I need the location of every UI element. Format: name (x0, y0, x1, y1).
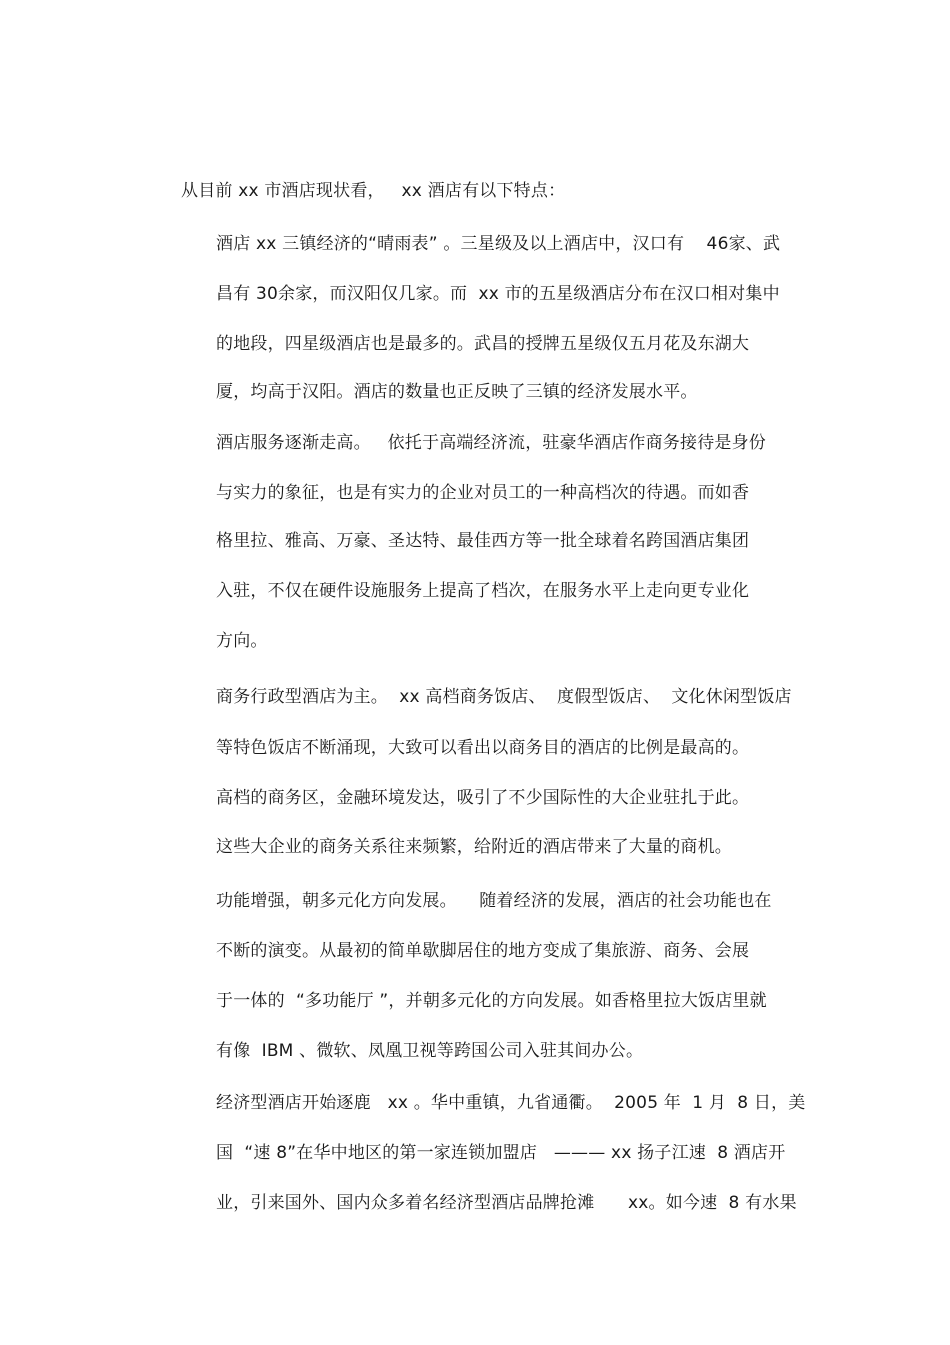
paragraph-3-line-4: 这些大企业的商务关系往来频繁，给附近的酒店带来了大量的商机。 (216, 837, 732, 857)
paragraph-4-line-1: 功能增强，朝多元化方向发展。 随着经济的发展，酒店的社会功能也在 (216, 891, 772, 911)
paragraph-5-line-3: 业，引来国外、国内众多着名经济型酒店品牌抢滩 xx。如今速 8 有水果 (216, 1193, 797, 1213)
paragraph-4-line-3: 于一体的 “多功能厅 ”，并朝多元化的方向发展。如香格里拉大饭店里就 (216, 991, 767, 1011)
paragraph-3-line-2: 等特色饭店不断涌现，大致可以看出以商务目的酒店的比例是最高的。 (216, 738, 750, 758)
paragraph-5-line-2: 国 “速 8”在华中地区的第一家连锁加盟店 ——— xx 扬子江速 8 酒店开 (216, 1143, 786, 1163)
paragraph-4-line-4: 有像 IBM 、微软、凤凰卫视等跨国公司入驻其间办公。 (216, 1041, 644, 1061)
paragraph-2-line-1: 酒店服务逐渐走高。 依托于高端经济流，驻豪华酒店作商务接待是身份 (216, 433, 767, 453)
paragraph-2-line-4: 入驻，不仅在硬件设施服务上提高了档次，在服务水平上走向更专业化 (216, 581, 750, 601)
paragraph-2-line-5: 方向。 (216, 631, 268, 651)
paragraph-2-line-3: 格里拉、雅高、万豪、圣达特、最佳西方等一批全球着名跨国酒店集团 (216, 531, 750, 551)
paragraph-1-line-3: 的地段，四星级酒店也是最多的。武昌的授牌五星级仅五月花及东湖大 (216, 334, 750, 354)
paragraph-5-line-1: 经济型酒店开始逐鹿 xx 。华中重镇，九省通衢。 2005 年 1 月 8 日，美 (216, 1093, 806, 1113)
paragraph-1-line-4: 厦，均高于汉阳。酒店的数量也正反映了三镇的经济发展水平。 (216, 382, 698, 402)
paragraph-3-line-1: 商务行政型酒店为主。 xx 高档商务饭店、 度假型饭店、 文化休闲型饭店 (216, 687, 792, 707)
paragraph-1-line-1: 酒店 xx 三镇经济的“晴雨表” 。三星级及以上酒店中，汉口有 46家、武 (216, 234, 781, 254)
paragraph-4-line-2: 不断的演变。从最初的简单歇脚居住的地方变成了集旅游、商务、会展 (216, 941, 750, 961)
paragraph-1-line-2: 昌有 30余家，而汉阳仅几家。而 xx 市的五星级酒店分布在汉口相对集中 (216, 284, 780, 304)
paragraph-3-line-3: 高档的商务区，金融环境发达，吸引了不少国际性的大企业驻扎于此。 (216, 788, 750, 808)
paragraph-2-line-2: 与实力的象征，也是有实力的企业对员工的一种高档次的待遇。而如香 (216, 483, 750, 503)
intro-line: 从目前 xx 市酒店现状看， xx 酒店有以下特点： (181, 181, 566, 201)
